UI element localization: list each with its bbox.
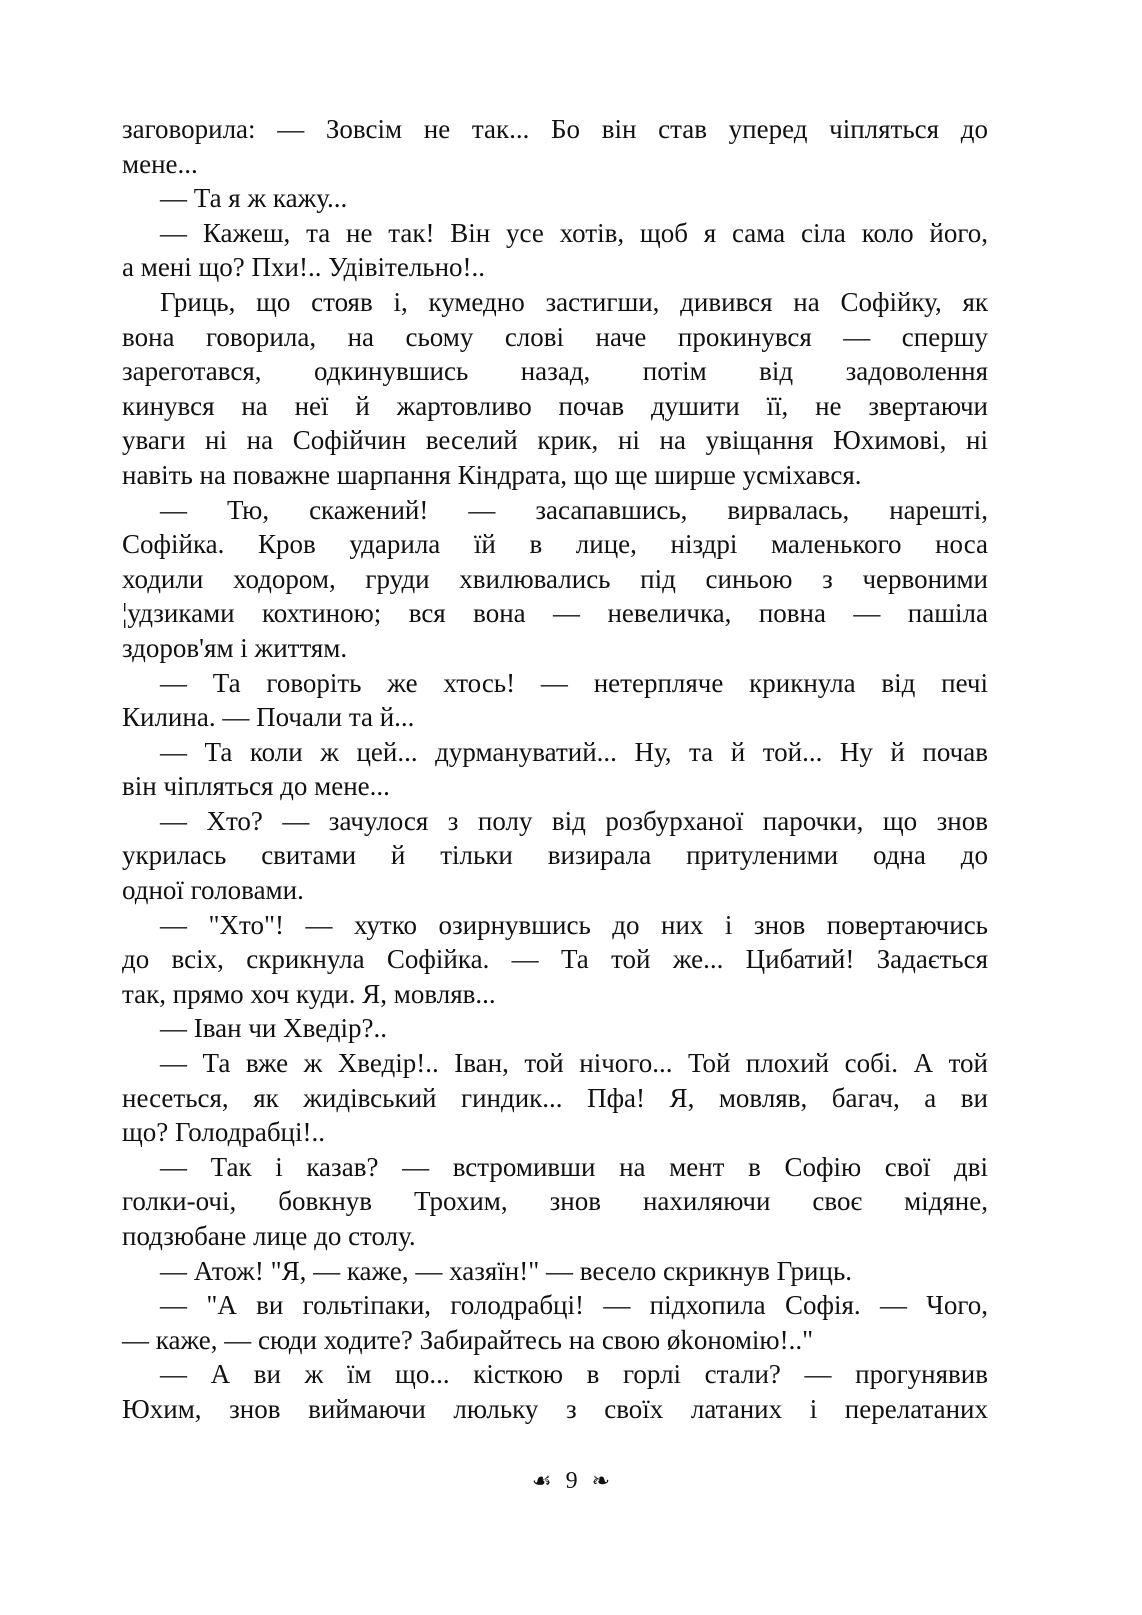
text-line: — Хто? — зачулося з полу від розбурханої парочки, що знов [160,805,988,836]
text-line: мене... [122,148,198,179]
page-footer [0,1468,1142,1495]
ornament-right-icon: ❧ [591,1468,611,1493]
text-line: — каже, — сюди ходите? Забирайтесь на свою økономію!.." [122,1324,814,1355]
text-line: до всіх, скрикнула Софійка. — Та той же... Цибатий! Задається [122,944,988,975]
text-line: — А ви ж їм що... кісткою в горлі стали? — прогунявив [160,1359,988,1390]
text-line: Гриць, що стояв і, кумедно застигши, дивився на Софійку, як [160,286,988,317]
text-line: зареготався, одкинувшись назад, потім від задоволення [122,356,988,387]
text-line: він чіпляться до мене... [122,771,390,802]
text-line: — Та я ж кажу... [160,183,348,214]
text-line: — "Хто"! — хутко озирнувшись до них і знов повертаючись [160,909,988,940]
text-line: — Атож! "Я, — каже, — хазяїн!" — весело скрикнув Гриць. [160,1255,853,1286]
text-line: — Та вже ж Хведір!.. Іван, той нічого... Той плохий собі. А той [160,1048,988,1079]
text-line: — Та говоріть же хтось! — нетерпляче крикнула від печі [160,667,988,698]
text-line: що? Голодрабці!.. [122,1117,326,1148]
text-line: несеться, як жидівський гиндик... Пфа! Я, мовляв, багач, а ви [122,1082,988,1113]
text-line: здоров'ям і життям. [122,632,348,663]
ornament-left-icon: ☙ [531,1468,552,1493]
page-body [122,112,988,1427]
text-line: кинувся на неї й жартовливо почав душити її, не звертаючи [122,390,988,421]
text-line: — Тю, скажений! — засапавшись, вирвалась, нарешті, [160,494,988,525]
text-line: так, прямо хоч куди. Я, мовляв... [122,978,496,1009]
page-number: 9 [565,1468,578,1494]
text-line: подзюбане лице до столу. [122,1221,416,1251]
text-line: ходили ходором, груди хвилювались під синьою з червоними [122,563,988,594]
text-line: голки-очі, бовкнув Трохим, знов нахиляючи своє мідяне, [122,1186,988,1217]
text-line: — "А ви гольтіпаки, голодрабці! — підхопила Софія. — Чого, [160,1290,988,1321]
text-line: заговорила: — Зовсім не так... Бо він став уперед чіпляться до [122,114,988,144]
text-line: — Кажеш, та не так! Він усе хотів, щоб я сама сіла коло його, [160,217,988,248]
text-line: навіть на поважне шарпання Кіндрата, що ще ширше усміхався. [122,459,862,490]
text-line: Юхим, знов виймаючи люльку з своїх латаних і перелатаних [122,1393,988,1424]
text-line: — Іван чи Хведір?.. [160,1013,388,1044]
text-line: — Так і казав? — встромивши на мент в Софію свої дві [160,1151,988,1182]
text-line: Килина. — Почали та й... [122,702,415,733]
text-line: а мені що? Пхи!.. Удівітельно!.. [122,252,486,283]
text-line: укрилась свитами й тільки визирала притуленими одна до [122,840,988,871]
text-line: Софійка. Кров ударила їй в лице, ніздрі маленького носа [122,529,988,560]
text-line: — Та коли ж цей... дурмануватий... Ну, та й той... Ну й почав [160,736,988,767]
text-line: ¦удзиками кохтиною; вся вона — невеличка, повна — пашіла [122,598,988,629]
text-line: одної головами. [122,875,304,906]
text-line: уваги ні на Софійчин веселий крик, ні на увіщання Юхимові, ні [122,425,988,456]
text-line: вона говорила, на сьому слові наче прокинувся — спершу [122,321,988,352]
